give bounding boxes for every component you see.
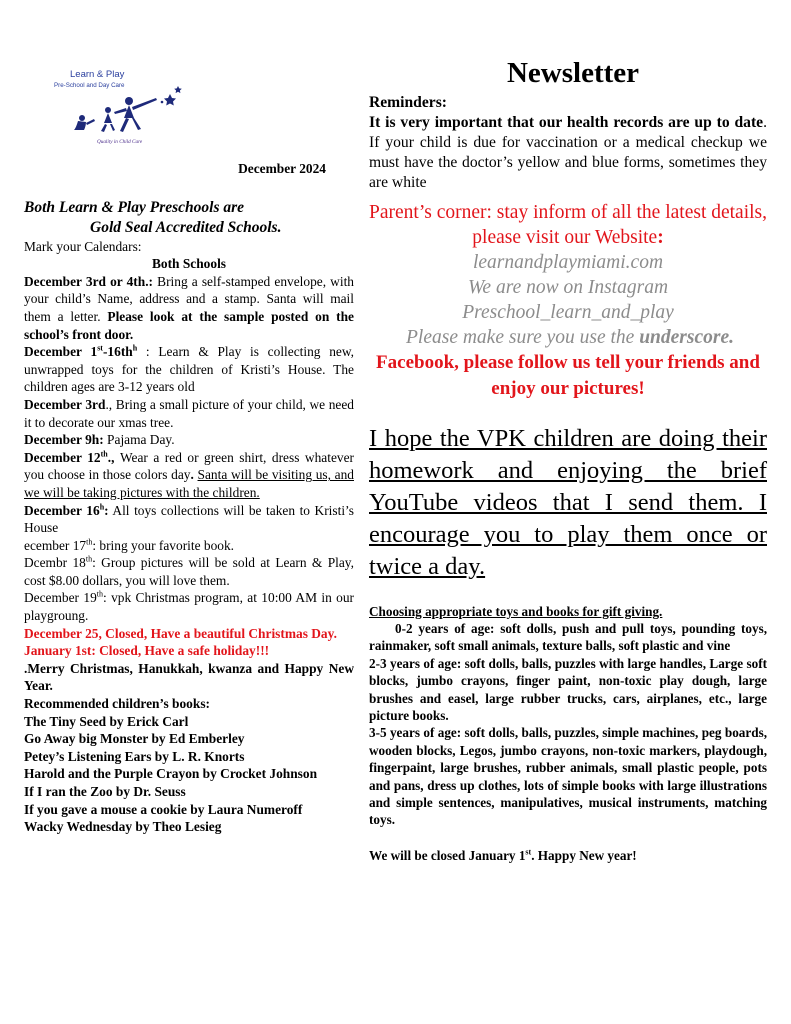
accreditation-line2: Gold Seal Accredited Schools.	[90, 218, 282, 236]
logo-line2: Pre-School and Day Care	[54, 82, 125, 89]
logo-line1: Learn & Play	[70, 69, 125, 80]
book-item: Wacky Wednesday by Theo Lesieg	[24, 819, 222, 835]
parents-corner: Parent’s corner: stay inform of all the latest details, please visit our Website:	[369, 202, 768, 248]
event-dec-12: December 12th., Wear a red or green shirt, dress whatever you choose in those colors day. Santa will be visiting us, and we will be taking pictures with the children.	[24, 449, 354, 500]
school-logo	[52, 68, 194, 148]
event-dec-17: ecember 17th: bring your favorite book.	[24, 537, 235, 553]
underscore-note: Please make sure you use the underscore.	[406, 327, 734, 348]
closing-notice: We will be closed January 1st. Happy New year!	[369, 847, 637, 863]
newsletter-date: December 2024	[238, 161, 326, 176]
book-item: The Tiny Seed by Erick Carl	[24, 713, 189, 729]
event-dec-19: December 19th: vpk Christmas program, at 10:00 AM in our playgroung.	[24, 590, 355, 624]
facebook-notice: Facebook, please follow us tell your friends and enjoy our pictures!	[376, 352, 760, 399]
toys-age-0-2: 0-2 years of age: soft dolls, push and pull toys, pounding toys, rainmaker, soft small animals, texture balls, soft plastic and vine	[369, 621, 767, 654]
both-schools-label: Both Schools	[151, 256, 227, 272]
book-item: Go Away big Monster by Ed Emberley	[24, 731, 245, 747]
accreditation-heading	[24, 198, 354, 238]
toys-age-2-3: 2-3 years of age: soft dolls, balls, puzzles with large handles, Large soft blocks, jumbo crayons, finger paint, non-toxic play dough, large brushes and easel, large rubber trucks, cars, airplanes, etc., large picture books.	[369, 655, 767, 724]
vpk-message: I hope the VPK children are doing their homework and enjoying the brief YouTube videos that I send them. I encourage you to play them once or twice a day.	[369, 425, 767, 580]
health-records-reminder: It is very important that our health records are up to date. If your child is due for vaccination or a medical checkup we must have the doctor’s yellow and blue forms, sometimes they are white	[369, 114, 767, 191]
event-dec-1-16: December $1st-16th^h$ : Learn & Play is collecting new, unwrapped toys for the children of Kristi’s House. The children ages are 3-12 years old	[24, 343, 354, 395]
toys-heading: Choosing appropriate toys and books for gift giving.	[369, 604, 663, 619]
event-dec-3-4: December 3rd or 4th.: Bring a self-stamped envelope, with your child’s Name, address and a stamp. Santa will mail them a letter. Please look at the sample posted on the school’s front door.	[24, 273, 354, 342]
event-dec-3: December 3rd., Bring a small picture of your child, we need it to decorate our xmas tree.	[24, 396, 355, 430]
right-column	[369, 56, 767, 864]
logo-tagline: Quality in Child Care	[97, 139, 143, 145]
event-dec-9: December 9h: Pajama Day.	[24, 432, 175, 448]
event-dec-18: Dcembr 18th: Group pictures will be sold at Learn & Play, cost $8.00 dollars, you will love them.	[24, 554, 354, 588]
books-heading: Recommended children’s books:	[24, 696, 210, 712]
instagram-notice: We are now on Instagram	[467, 277, 669, 298]
toys-age-3-5: 3-5 years of age: soft dolls, balls, puzzles, simple machines, peg boards, wooden blocks, Legos, jumbo crayons, non-toxic markers, playdough, fingerpaint, large brushes, rubber animals, small plastic people, pots and pans, dress up clothes, lots of simple books with large illustrations and simple sentences, manipulatives, musical instruments, matching toys.	[369, 725, 767, 828]
book-item: If you gave a mouse a cookie by Laura Numeroff	[24, 801, 303, 817]
book-item: Petey’s Listening Ears by L. R. Knorts	[24, 748, 245, 764]
event-dec-16: December 16$^h$: All toys collections will be taken to Kristi’s House	[24, 502, 354, 536]
book-item: If I ran the Zoo by Dr. Seuss	[24, 784, 186, 799]
event-date: December $1st-16th^h$	[24, 343, 138, 360]
instagram-handle[interactable]: Preschool_learn_and_play	[462, 302, 674, 323]
event-date: December 3rd or 4th.:	[24, 273, 154, 289]
website-link[interactable]: learnandplaymiami.com	[472, 252, 664, 273]
christmas-closed-notice: December 25, Closed, Have a beautiful Christmas Day.	[24, 625, 337, 641]
event-date: December 12th.,	[24, 449, 120, 465]
event-date: December 9h:	[24, 432, 104, 448]
event-date: December 3rd	[24, 396, 106, 412]
left-column	[24, 160, 354, 836]
holiday-greeting: .Merry Christmas, Hanukkah, kwanza and Happy New Year.	[24, 660, 354, 694]
event-date: December 16$^h$:	[24, 502, 109, 518]
newsletter-title: Newsletter	[506, 57, 640, 89]
accreditation-line1: Both Learn & Play Preschools are	[24, 198, 245, 216]
mark-calendars-label: Mark your Calendars:	[24, 238, 142, 254]
reminders-heading: Reminders:	[369, 94, 447, 111]
logo-graphic	[52, 68, 194, 148]
book-item: Harold and the Purple Crayon by Crocket Johnson	[24, 766, 318, 782]
new-year-closed-notice: January 1st: Closed, Have a safe holiday!!!	[24, 643, 270, 659]
